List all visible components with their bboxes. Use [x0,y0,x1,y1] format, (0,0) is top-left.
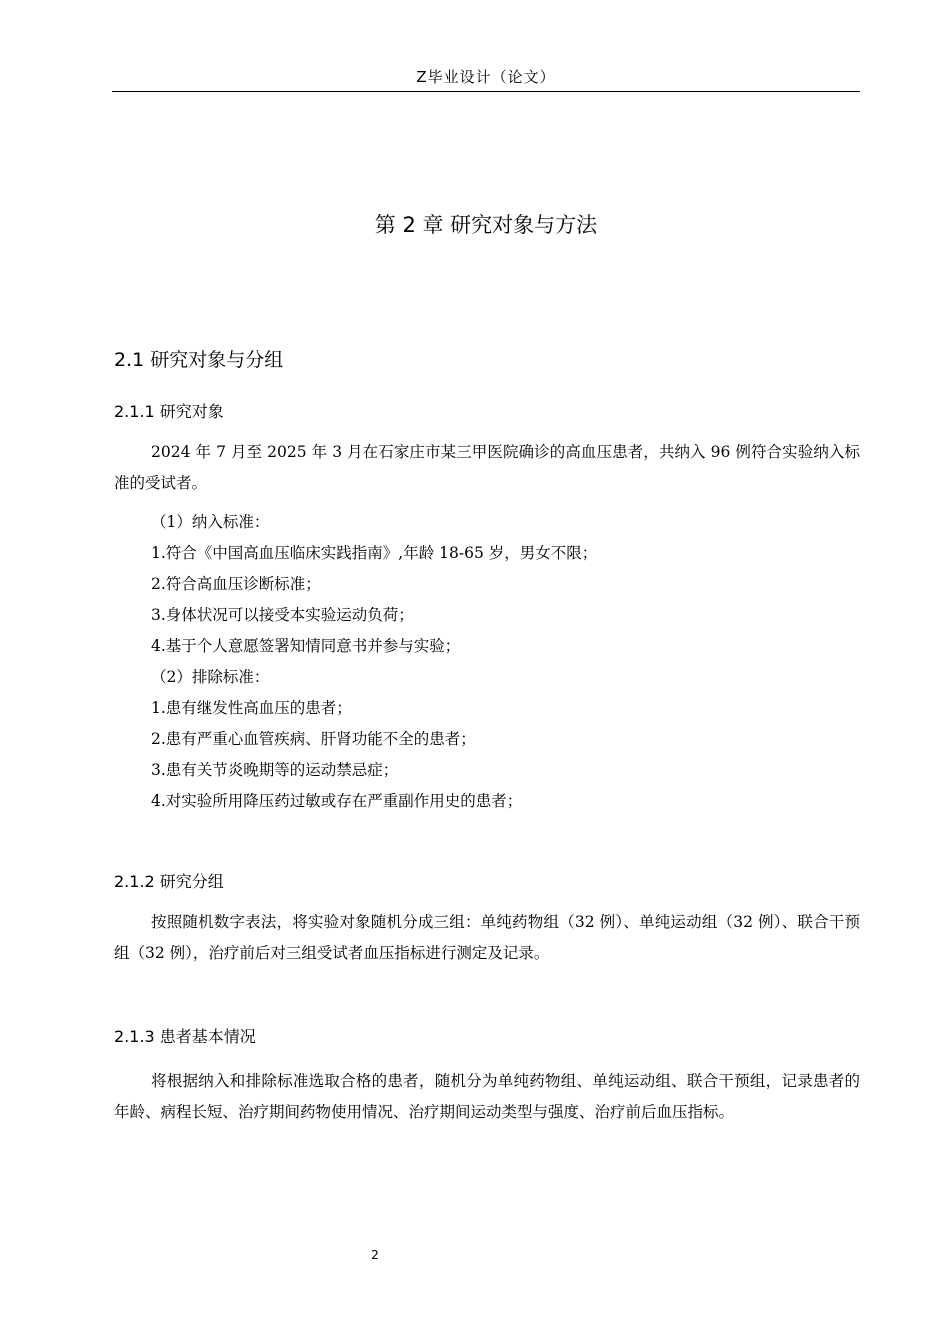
inclusion-item: 2.符合高血压诊断标准； [151,575,321,593]
grouping-paragraph: 按照随机数字表法，将实验对象随机分成三组：单纯药物组（32 例）、单纯运动组（32 例）、联合干预组（32 例），治疗前后对三组受试者血压指标进行测定及记录。 [114,913,860,962]
subsection-heading-2-1-1: 2.1.1 研究对象 [114,402,224,421]
chapter-title: 第 2 章 研究对象与方法 [374,213,598,237]
header-rule [112,91,860,92]
inclusion-item: 1.符合《中国高血压临床实践指南》,年龄 18-65 岁，男女不限； [151,544,598,562]
patient-info-paragraph: 将根据纳入和排除标准选取合格的患者，随机分为单纯药物组、单纯运动组、联合干预组，记录患者的年龄、病程长短、治疗期间药物使用情况、治疗期间运动类型与强度、治疗前后血压指标。 [114,1072,860,1121]
exclusion-item: 1.患有继发性高血压的患者； [151,699,352,717]
running-header: Z毕业设计（论文） [416,68,556,86]
exclusion-item: 4.对实验所用降压药过敏或存在严重副作用史的患者； [151,792,523,810]
inclusion-criteria-label: （1）纳入标准： [151,513,270,531]
exclusion-item: 3.患有关节炎晚期等的运动禁忌症； [151,761,399,779]
inclusion-item: 4.基于个人意愿签署知情同意书并参与实验； [151,637,461,655]
section-heading-2-1: 2.1 研究对象与分组 [114,349,284,371]
page-number: 2 [371,1248,379,1262]
exclusion-criteria-label: （2）排除标准： [151,668,270,686]
inclusion-item: 3.身体状况可以接受本实验运动负荷； [151,606,414,624]
subsection-heading-2-1-3: 2.1.3 患者基本情况 [114,1027,256,1046]
exclusion-item: 2.患有严重心血管疾病、肝肾功能不全的患者； [151,730,476,748]
subsection-heading-2-1-2: 2.1.2 研究分组 [114,872,224,891]
intro-paragraph: 2024 年 7 月至 2025 年 3 月在石家庄市某三甲医院确诊的高血压患者，共纳入 96 例符合实验纳入标准的受试者。 [114,443,860,492]
